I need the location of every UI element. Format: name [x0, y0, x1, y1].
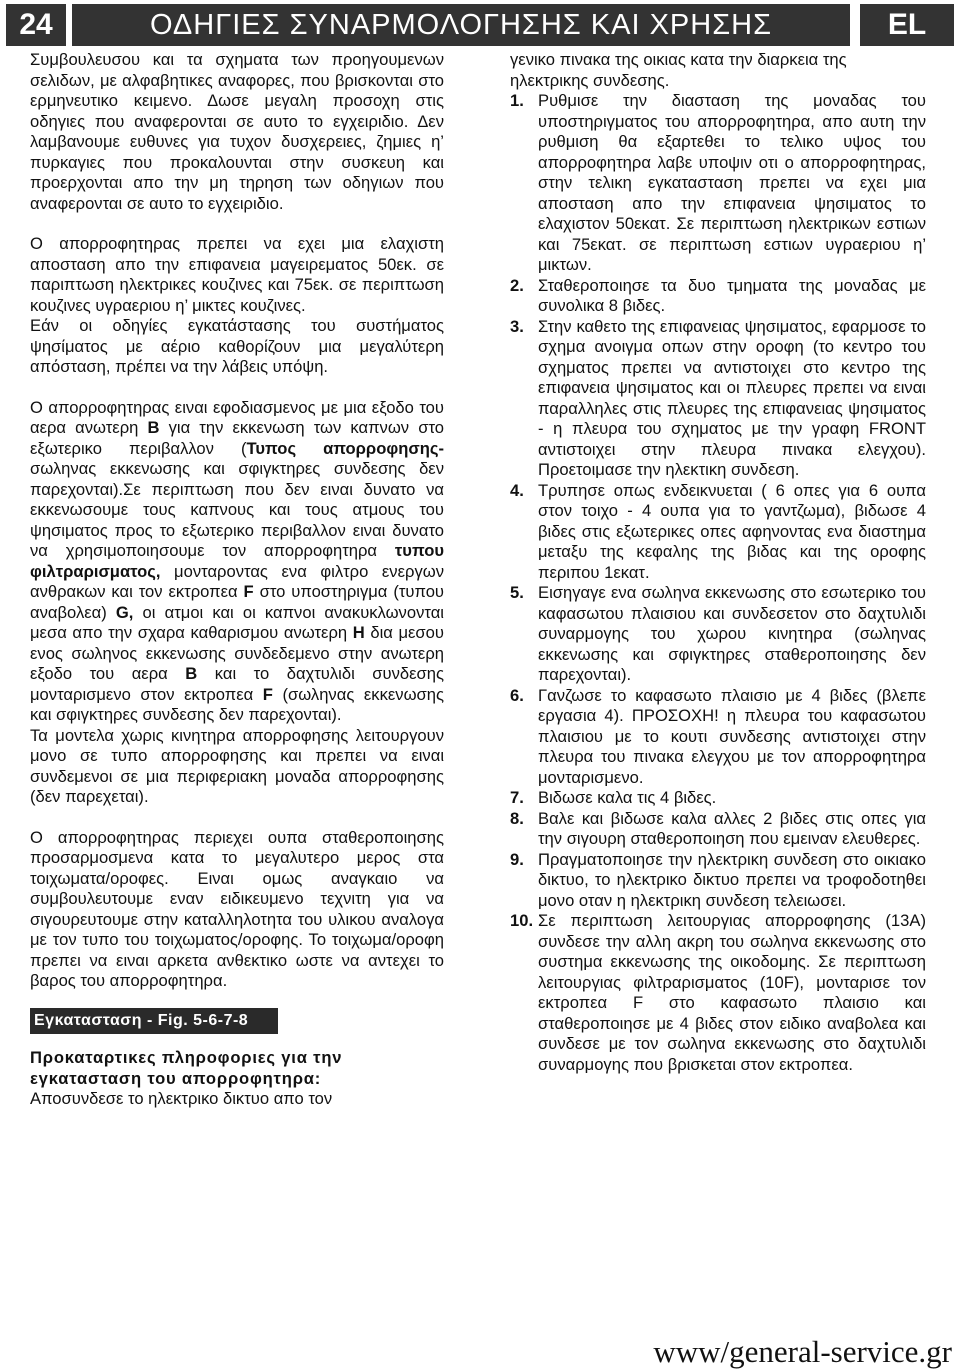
page-title: ΟΔΗΓΙΕΣ ΣΥΝΑΡΜΟΛΟΓΗΣΗΣ ΚΑΙ ΧΡΗΣΗΣ	[72, 4, 850, 46]
anchors-paragraph: Ο απορροφητηρας περιεχει ουπα σταθεροποιησης προσαρμοσμενα κατα το μεγαλυτερο μερος στα τοιχωματα/οροφες. Ειναι ομως αναγκαιο να συμβουλευτουμε εναν ειδικευμενο τεχνιτη για να σιγουρευτουμε στην καταλληλοτητα του υλικου αναλογα με τον τυπο του τοιχωματος/οροφης. Το τοιχωμα/οροφη πρεπει να ειναι αρκετα ανθεκτικο ωστε να αντεχει το βαρος του απορροφητηρα.	[30, 827, 444, 990]
language-badge: EL	[860, 4, 954, 46]
footer-website-link[interactable]: www/general-service.gr	[653, 1334, 952, 1369]
step-text: Γανζωσε το καφασωτο πλαισιο με 4 βιδες (βλεπε εργασια 4). ΠΡΟΣΟΧΗ! η πλευρα του καφασωτου πλαισιου με το κουτι συνδεσης αντιστοιχει στην πλευρα του πινακα ελεγχου με τον απορροφητηρα μονταρισμενο.	[538, 685, 926, 787]
step-text: Σε περιπτωση λειτουργιας απορροφησης (13A) συνδεσε την αλλη ακρη του σωληνα εκκενωσης στο συστημα εκκενωσης της οικοδομης. Σε περιπτωση λειτουργιας φιλτραρισματος (10F), μονταρισε τον εκτροπεα F στο καφασωτο πλαισιο και σταθεροποιησε με 4 βιδες στον ειδικο αναβολεα και συνδεσε με τον σωληνα εκκενωσης στο δαχτυλιδι συναρμογης που βρισκεται στον εκτροπεα.	[538, 911, 926, 1074]
step-number: 2.	[510, 275, 524, 295]
step-text: Τρυπησε οπως ενδεικνυεται ( 6 οπες για 6 ουπα στον τοιχο - 4 ουπα για το γαντζωμα), βιδωσε 4 βιδες στις εξωτερικες οπες αφηνοντας ενα διαστημα μεταξυ της κεφαλης της βιδας και της οροφης περιπου 1εκατ.	[538, 480, 926, 582]
step-text: Εισηγαγε ενα σωληνα εκκενωσης στο εσωτερικο του καφασωτου πλαισιου και συνδεσετον στο δαχτυλιδι συναρμογης του χωρου κινητηρα (σωληνας εκκενωσης και σφιγκτηρες σταθεροποιησης δεν παρεχονται).	[538, 583, 926, 684]
intro-paragraph: Συμβουλευσου και τα σχηματα των προηγουμενων σελιδων, με αλφαβητικες αναφορες, που βρισκονται στο ερμηνευτικο κειμενο. Δωσε μεγαλη προσοχη στις οδηγιες που αναφερονται σε αυτο το εγχειριδιο. Δεν λαμβανουμε ευθυνες για τυχον δυσχερειες, ζημιες η’ πυρκαγιες που προκαλουνται στην συσκευη και προερχονται απο την μη τηρηση των οδηγιων που αναφερονται σε αυτο το εγχειριδιο.	[30, 50, 444, 213]
preliminary-info-heading: Προκαταρτικες πληροφοριες για την εγκατασταση του απορροφητηρα:	[30, 1048, 343, 1088]
step-number: 9.	[510, 849, 524, 869]
gas-instructions-paragraph: Εάν οι οδηγίες εγκατάστασης του συστήματος ψησίματος με αέριο καθορίζουν μια μεγαλύτερη απόσταση, πρέπει να την λάβεις υπόψη.	[30, 316, 444, 376]
list-item	[510, 317, 926, 481]
disconnect-text: Αποσυνδεσε το ηλεκτρικο δικτυο απο τον	[30, 1089, 333, 1108]
step-text: Στην καθετο της επιφανειας ψησιματος, εφαρμοσε το σχημα ανοιγμα οπων στην οροφη (το κεντρο του σχηματος πρεπει να αντιστοιχει στο κεντρο της επιφανεια ψησιματος και οι πλευρες πρεπει να ειναι παραλληλες στις πλευρες της επιφανειας ψησιματος - η πλευρα του σχηματος με την γραφη FRONT αντιστοιχει στην πλευρα πινακα ελεγχου). Προετοιμασε την ηλεκτικη συνδεση.	[538, 316, 926, 479]
step-number: 1.	[510, 91, 524, 110]
list-item	[510, 276, 926, 317]
step-number: 8.	[510, 808, 524, 828]
step-text: Ρυθμισε την διασταση της μοναδας του υποστηριγματος του απορροφητηρα, απο αυτη την ρυθμιση θα εξαρτεθει το τελικο υψος του απορροφητηρα λαβε υποψιν οτι ο απορροφητηρας, στην τελικη εγκατασταση πρεπει να εχει μια αποσταση απο την επιφανεια ψησιματος το ελαχιστον 50εκατ. Σε περιπτωση ηλεκτρικων εστιων και 75εκατ. σε περιπτωση εστιων υγραεριου η’ μικτων.	[538, 91, 926, 274]
list-item	[510, 850, 926, 912]
page-number: 24	[6, 4, 66, 46]
list-item	[510, 481, 926, 584]
step-number: 3.	[510, 316, 524, 336]
step-text: Βαλε και βιδωσε καλα αλλες 2 βιδες στις οπες για την σιγουρη σταθεροποιηση που εμειναν ελευθερες.	[538, 808, 926, 848]
list-item	[510, 911, 926, 1075]
step-number: 5.	[510, 583, 524, 602]
installation-heading: Εγκατασταση - Fig. 5-6-7-8	[30, 1008, 278, 1035]
continued-text: γενικο πινακα της οικιας κατα την διαρκεια της ηλεκτρικης συνδεσης.	[510, 50, 847, 90]
distance-paragraph: Ο απορροφητηρας πρεπει να εχει μια ελαχιστη αποσταση απο την επιφανεια μαγειρεματος 50εκ. σε παριπτωση ηλεκτρικες κουζινες και 75εκ. σε περιπτωση κουζινες υγραεριου η’ μικτες κουζινες.	[30, 234, 444, 315]
list-item	[510, 686, 926, 789]
step-number: 6.	[510, 685, 524, 705]
step-number: 7.	[510, 788, 524, 807]
exhaust-paragraph: Ο απορροφητηρας ειναι εφοδιασμενος με μια εξοδο του αερα ανωτερη B για την εκκενωση των καπνων στο εξωτερικο περιβαλλον (Τυπος απορροφησης- σωληνας εκκενωσης και σφιγκτηρες συνδεσης δεν παρεχονται).Σε περιπτωση που δεν ειναι δυνατο να εκκενωσουμε τους καπνους και τους ατμους του ψησιματος προς το εξωτερικο περιβαλλον ειναι δυνατο να χρησιμοποιησουμε τον απορροφητηρα τυπου φιλτραρισματος, μονταροντας ενα φιλτρο ενεργων ανθρακων και τον εκτροπεα F στο υποστηριγμα (τυπου αναβολεα) G, οι ατμοι και οι καπνοι ανακυκλωνονται μεσα απο την σχαρα καθαρισμου ανωτερη H δια μεσου ενος σωληνος εκκενωσης συνδεδεμενο στην ανωτερη εξοδο του αερα B και το δαχτυλιδι συνδεσης μονταρισμενο στον εκτροπεα F (σωληνας εκκενωσης και σφιγκτηρες συνδεσης δεν παρεχονται).	[30, 397, 445, 724]
step-number: 4.	[510, 480, 524, 500]
list-item	[510, 583, 926, 686]
step-text: Βιδωσε καλα τις 4 βιδες.	[538, 788, 717, 807]
step-text: Σταθεροποιησε τα δυο τμηματα της μοναδας με συνολικα 8 βιδες.	[538, 275, 926, 315]
list-item	[510, 788, 926, 809]
motorless-paragraph: Τα μοντελα χωρις κινητηρα απορροφησης λειτουργουν μονο σε τυπο απορροφησης και πρεπει να ειναι συνδεμενοι σε μια περιφεριακη μοναδα απορροφησης (δεν παρεχεται).	[30, 725, 444, 806]
list-item	[510, 91, 926, 276]
step-text: Πραγματοποιησε την ηλεκτρικη συνδεση στο οικιακο δικτυο, το ηλεκτρικο δικτυο πρεπει να τροφοδοτηθει μονο οταν η ηλεκτρικη συνδεση τελειωσει.	[538, 849, 926, 910]
step-number: 10.	[510, 911, 534, 930]
installation-steps	[510, 91, 926, 1075]
right-column	[510, 50, 926, 1075]
left-column	[30, 50, 444, 1110]
list-item	[510, 809, 926, 850]
page-header	[0, 4, 960, 46]
